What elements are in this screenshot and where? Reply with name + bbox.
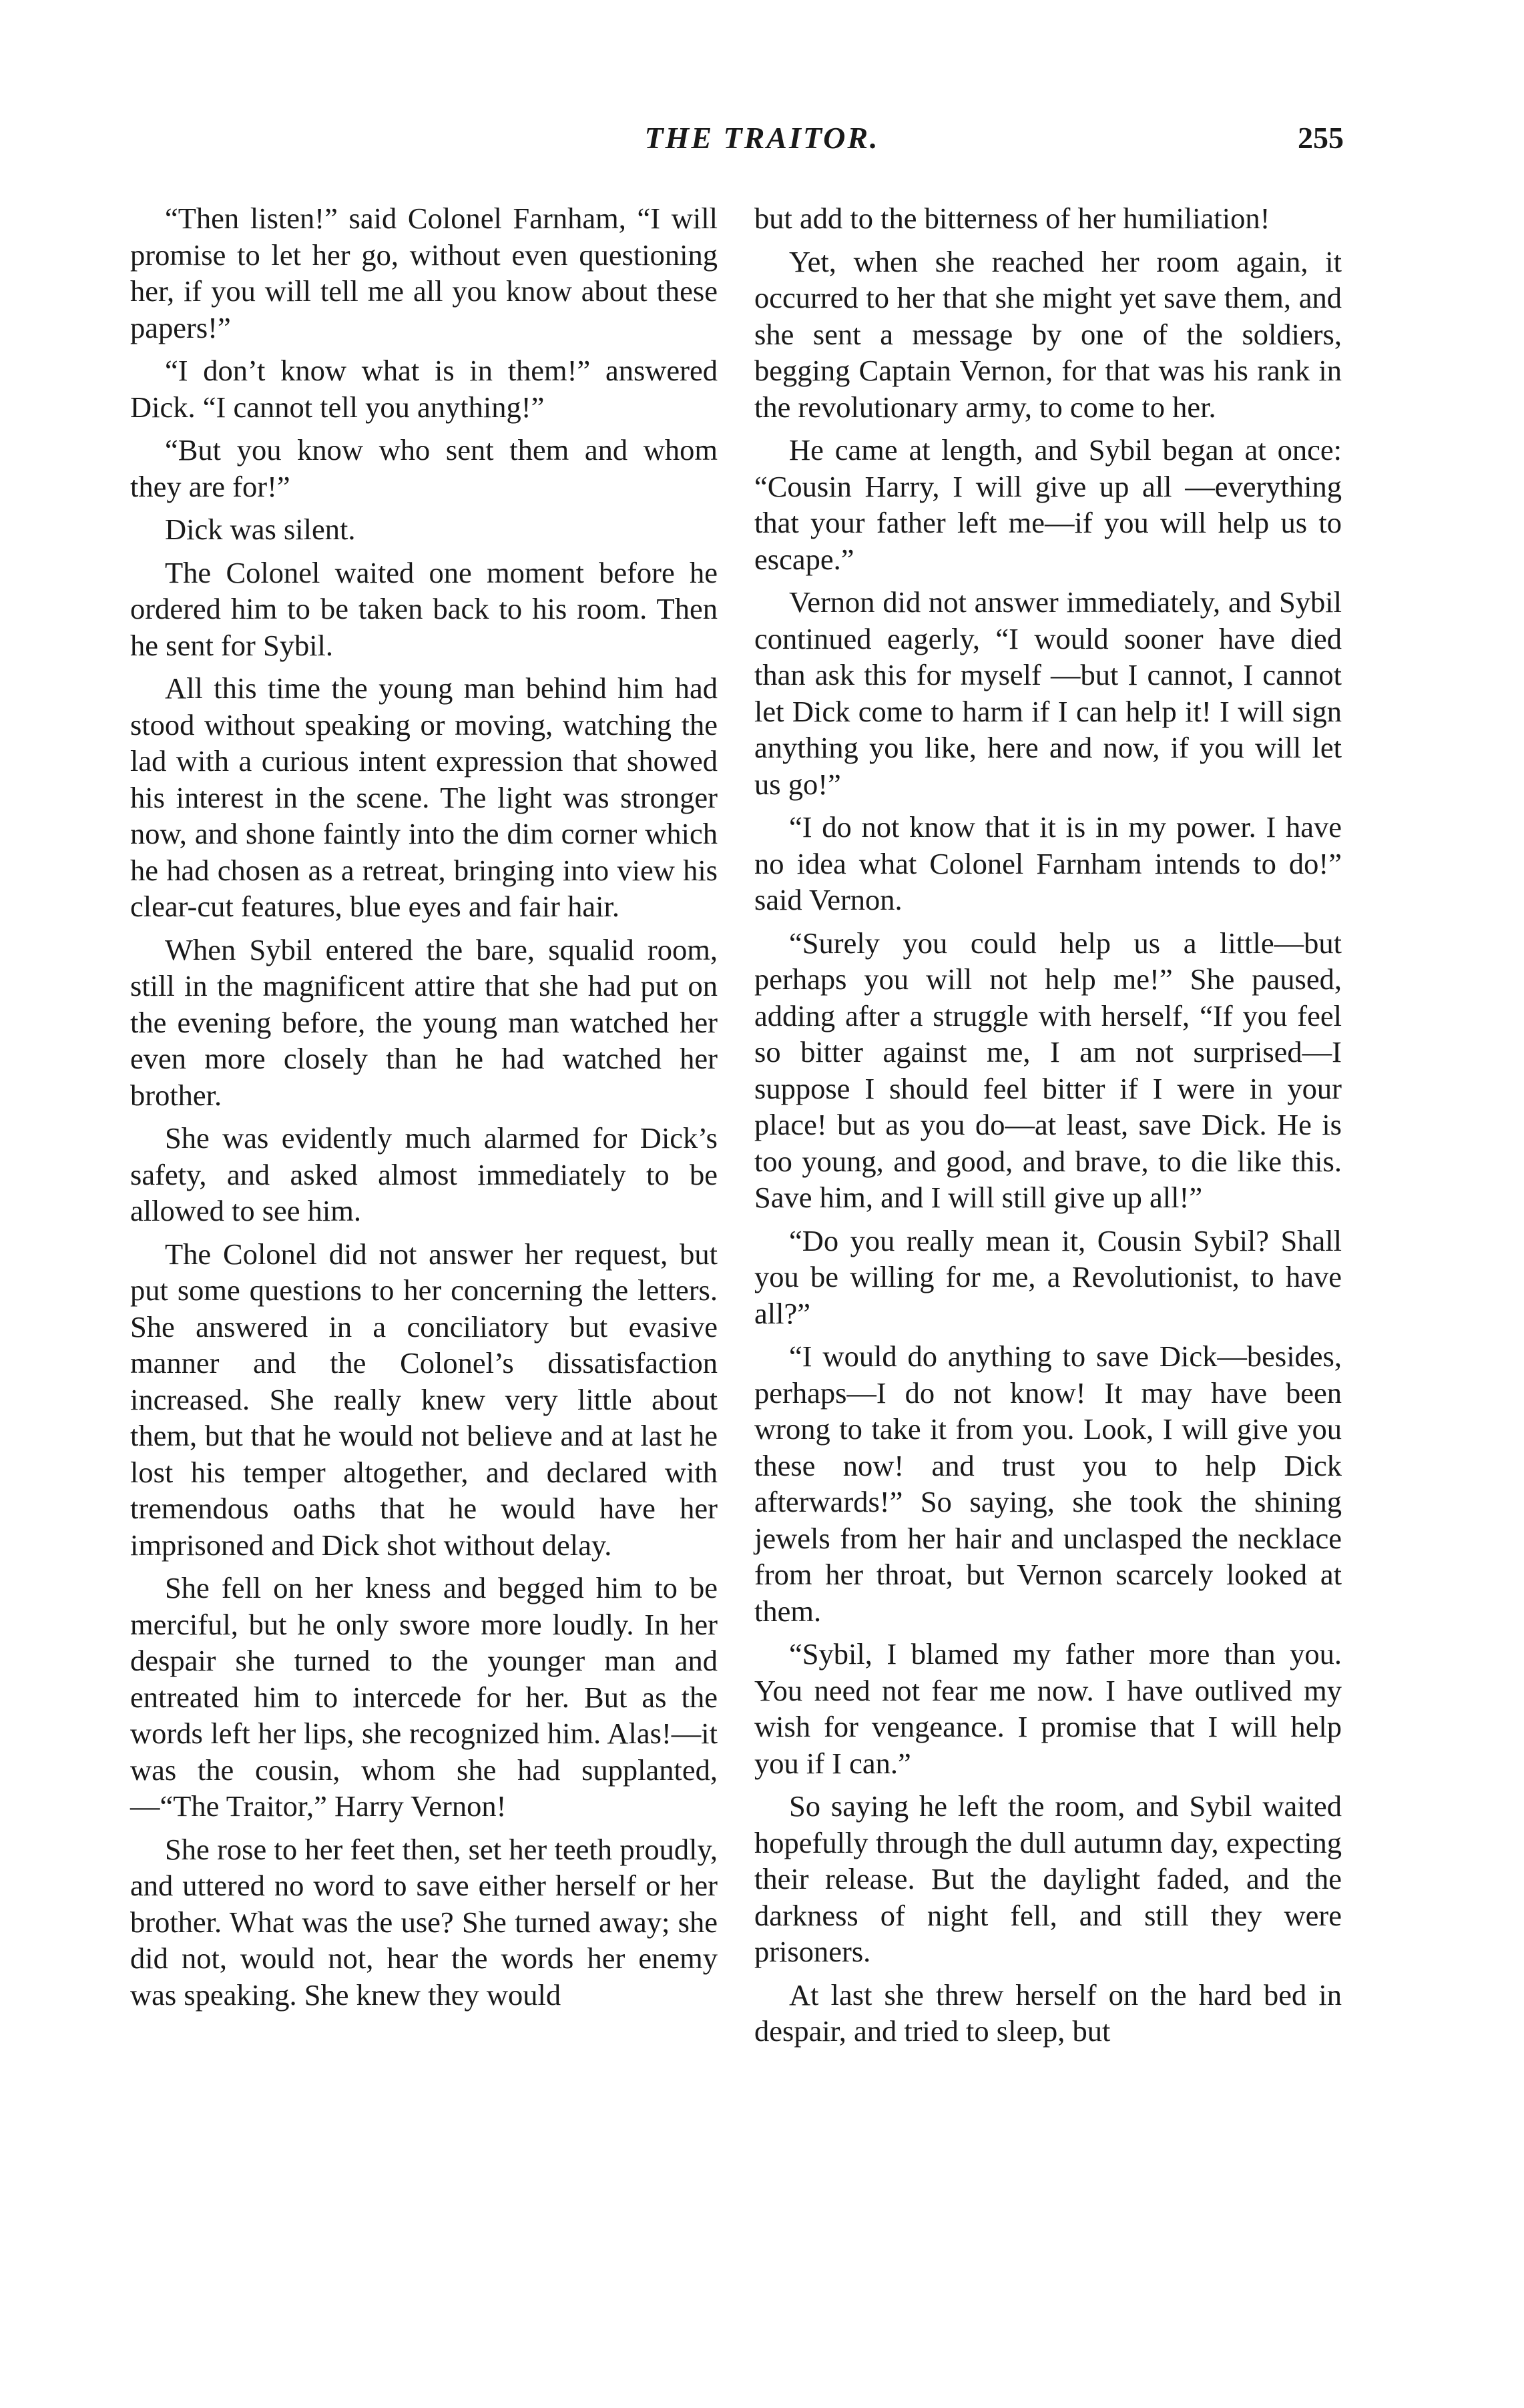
paragraph: “I do not know that it is in my power. I have no idea what Colonel Farnham intends to do!” said Vernon. [754,810,1342,916]
paragraph: The Colonel waited one moment before he ordered him to be taken back to his room. Then he sent for Sybil. [130,555,718,662]
running-title: THE TRAITOR. [644,121,880,155]
paragraph: “Do you really mean it, Cousin Sybil? Shall you be willing for me, a Revolutionist, to have all?” [754,1223,1342,1330]
paragraph: When Sybil entered the bare, squalid room, still in the magnificent attire that she had put on the evening before, the young man watched her even more closely than he had watched her brother. [130,932,718,1112]
paragraph: “Then listen!” said Colonel Farnham, “I will promise to let her go, without even questioning her, if you will tell me all you know about these papers!” [130,202,718,344]
paragraph: “I would do anything to save Dick—besides, perhaps—I do not know! It may have been wrong to take it from you. Look, I will give you these now! and trust you to help Dick afterwards!” So saying, she took the shining jewels from her hair and unclasped the necklace from her throat, but Vernon scarcely looked at them. [754,1339,1342,1628]
paragraph: “Surely you could help us a little—but perhaps you will not help me!” She paused, adding after a struggle with herself, “If you feel so bitter against me, I am not surprised—I suppose I should feel bitter if I were in your place! but as you do—at least, save Dick. He is too young, and good, and brave, to die like this. Save him, and I will still give up all!” [754,926,1342,1214]
paragraph: “I don’t know what is in them!” answered Dick. “I cannot tell you anything!” [130,354,718,424]
page-number: 255 [1298,121,1344,155]
paragraph: Dick was silent. [165,513,356,546]
paragraph-continued: but add to the bitterness of her humiliation! [754,202,1270,235]
paragraph: She was evidently much alarmed for Dick’s safety, and asked almost immediately to be allowed to see him. [130,1121,718,1227]
paragraph: He came at length, and Sybil began at once: “Cousin Harry, I will give up all —everything that your father left me—if you will help us to escape.” [754,433,1342,576]
page-header [160,120,1364,167]
paragraph: All this time the young man behind him had stood without speaking or moving, watching the lad with a curious intent expression that showed his interest in the scene. The light was stronger now, and shone faintly into the dim corner which he had chosen as a retreat, bringing into view his clear-cut features, blue eyes and fair hair. [130,671,718,923]
paragraph: “Sybil, I blamed my father more than you. You need not fear me now. I have outlived my wish for vengeance. I promise that I will help you if I can.” [754,1637,1342,1780]
paragraph: Yet, when she reached her room again, it occurred to her that she might yet save them, and she sent a message by one of the soldiers, begging Captain Vernon, for that was his rank in the revolutionary army, to come to her. [754,244,1342,424]
paragraph: “But you know who sent them and whom they are for!” [130,433,718,503]
paragraph: Vernon did not answer immediately, and Sybil continued eagerly, “I would sooner have died than ask this for myself —but I cannot, I cannot let Dick come to harm if I can help it! I will sign anything you like, here and now, if you will let us go!” [754,585,1342,801]
paragraph: The Colonel did not answer her request, but put some questions to her concerning the letters. She answered in a conciliatory but evasive manner and the Colonel’s dissatisfaction increased. She really knew very little about them, but that he would not believe and at last he lost his temper altogether, and declared with tremendous oaths that he would have her imprisoned and Dick shot without delay. [130,1237,718,1562]
paragraph: At last she threw herself on the hard bed in despair, and tried to sleep, but [754,1978,1342,2048]
paragraph: She rose to her feet then, set her teeth proudly, and uttered no word to save either herself or her brother. What was the use? She turned away; she did not, would not, hear the words her enemy was speaking. She knew they would [130,1832,718,2012]
left-column [130,200,718,2020]
right-column [754,200,1342,2056]
paragraph: So saying he left the room, and Sybil waited hopefully through the dull autumn day, expecting their release. But the daylight faded, and the darkness of night fell, and still they were prisoners. [754,1789,1342,1968]
paragraph: She fell on her kness and begged him to be merciful, but he only swore more loudly. In her despair she turned to the younger man and entreated him to intercede for her. But as the words left her lips, she recognized him. Alas!—it was the cousin, whom she had supplanted,—“The Traitor,” Harry Vernon! [130,1571,718,1823]
